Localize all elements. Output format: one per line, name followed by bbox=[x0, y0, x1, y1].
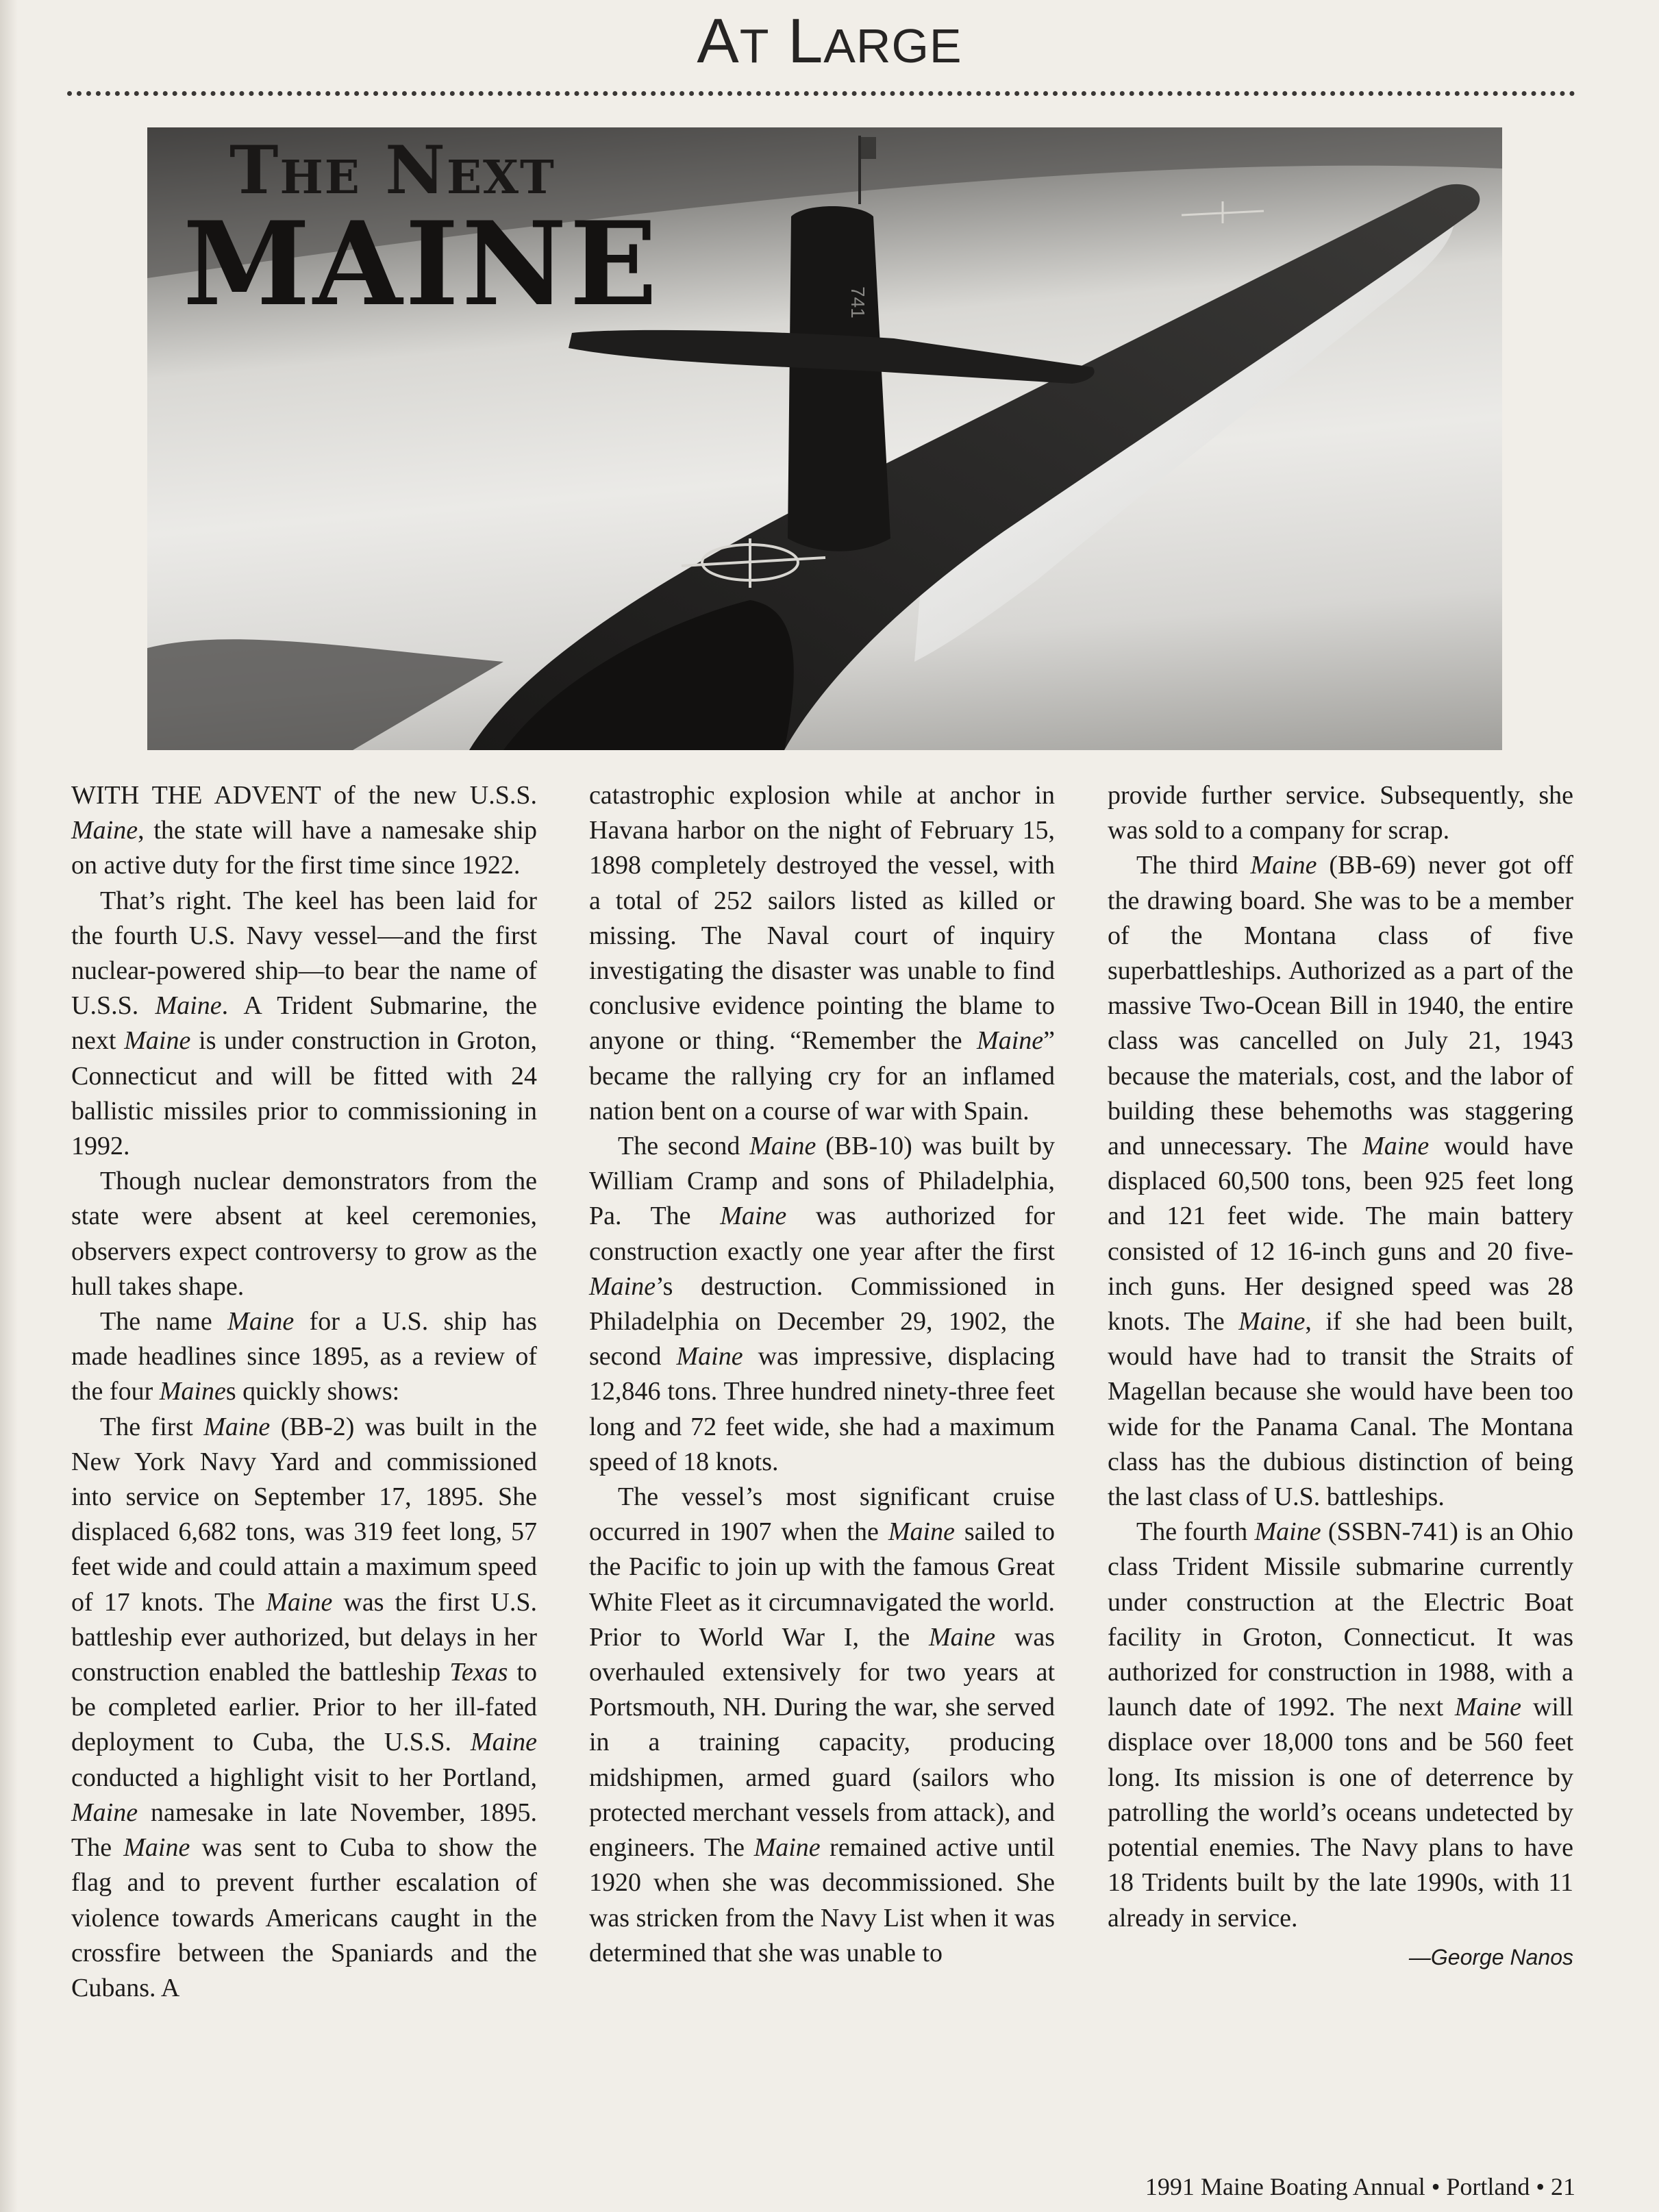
article-paragraph: WITH THE ADVENT of the new U.S.S. Maine, the state will have a namesake ship on active duty for the first time since 1922. bbox=[71, 781, 537, 880]
flag-icon bbox=[861, 137, 876, 159]
article-paragraph: provide further service. Subsequently, she was sold to a company for scrap. bbox=[1108, 781, 1573, 845]
hero-photo bbox=[147, 127, 1502, 750]
article-column-1 bbox=[71, 778, 537, 2006]
article-paragraph: The fourth Maine (SSBN-741) is an Ohio class Trident Missile submarine currently under construction at the Electric Boat facility in Groton, Connecticut. It was authorized for construction in 1988, with a launch date of 1992. The next Maine will displace over 18,000 tons and be 560 feet long. Its mission is one of deterrence by patrolling the world’s oceans undetected by potential enemies. The Navy plans to have 18 Tridents built by the late 1990s, with 11 already in service. bbox=[1108, 1517, 1573, 1933]
article-paragraph: That’s right. The keel has been laid for the fourth U.S. Navy vessel—and the first nuclear-powered ship—to bear the name of U.S.S. Maine. A Trident Submarine, the next Maine is under construction in Groton, Connecticut and will be fitted with 24 ballistic missiles prior to commissioning in 1992. bbox=[71, 886, 537, 1161]
section-header-second-rest: ARGE bbox=[823, 19, 962, 73]
dark-water-bottom-left bbox=[147, 639, 503, 750]
article-paragraph: The vessel’s most significant cruise occurred in 1907 when the Maine sailed to the Pacific to join up with the famous Great White Fleet as it circumnavigated the world. Prior to World War I, the Maine was overhauled extensively for two years at Portsmouth, NH. During the war, she served in a training capacity, producing midshipmen, armed guard (sailors who protected merchant vessels from attack), and engineers. The Maine remained active until 1920 when she was decommissioned. She was stricken from the Navy List when it was determined that she was unable to bbox=[589, 1482, 1055, 1967]
headline-title: MAINE bbox=[183, 196, 660, 332]
section-header-first: A bbox=[697, 6, 740, 76]
article-paragraph: The first Maine (BB-2) was built in the New York Navy Yard and commissioned into service on September 17, 1895. She displaced 6,682 tons, was 319 feet long, 57 feet wide and could attain a maximum speed of 17 knots. The Maine was the first U.S. battleship ever authorized, but delays in her construction enabled the battleship Texas to be completed earlier. Prior to her ill-fated deployment to Cuba, the U.S.S. Maine conducted a highlight visit to her Portland, Maine namesake in late November, 1895. The Maine was sent to Cuba to show the flag and to prevent further escalation of violence towards Americans caught in the crossfire between the Spaniards and the Cubans. A bbox=[71, 1412, 538, 2002]
stern-marking bbox=[1182, 201, 1264, 223]
article-column-2 bbox=[589, 778, 1055, 1971]
article-paragraph: Though nuclear demonstrators from the state were absent at keel ceremonies, observers expect controversy to grow as the hull takes shape. bbox=[71, 1167, 537, 1301]
author-signature: —George Nanos bbox=[1408, 1944, 1573, 1969]
article-paragraph: The second Maine (BB-10) was built by William Cramp and sons of Philadelphia, Pa. The Maine was authorized for construction exactly one year after the first Maine’s destruction. Commissioned in Philadelphia on December 29, 1902, the second Maine was impressive, displacing 12,846 tons. Three hundred ninety-three feet long and 72 feet wide, she had a maximum speed of 18 knots. bbox=[589, 1132, 1055, 1476]
headline-kicker: The Next bbox=[229, 132, 556, 209]
submarine-sail bbox=[788, 206, 890, 551]
dotted-divider bbox=[67, 91, 1575, 96]
article-paragraph: catastrophic explosion while at anchor in Havana harbor on the night of February 15, 1898 completely destroyed the vessel, with a total of 252 sailors listed as killed or missing. The Naval court of inquiry investigating the disaster was unable to find conclusive evidence pointing the blame to anyone or thing. “Remember the Maine” became the rallying cry for an inflamed nation bent on a course of war with Spain. bbox=[589, 781, 1055, 1126]
section-header bbox=[0, 7, 1659, 75]
article-paragraph: The name Maine for a U.S. ship has made headlines since 1895, as a review of the four Maines quickly shows: bbox=[71, 1307, 537, 1406]
hull-number: 741 bbox=[847, 286, 869, 319]
page-folio: 1991 Maine Boating Annual • Portland • 21 bbox=[1145, 2173, 1575, 2200]
article-paragraph: The third Maine (BB-69) never got off the drawing board. She was to be a member of the Montana class of five superbattleships. Authorized as a part of the massive Two-Ocean Bill in 1940, the entire class was cancelled on July 21, 1943 because the materials, cost, and the labor of building these behemoths was staggering and unnecessary. The Maine would have displaced 60,500 tons, been 925 feet long and 121 feet wide. The main battery consisted of 12 16-inch guns and 20 five-inch guns. Her designed speed was 28 knots. The Maine, if she had been built, would have had to transit the Straits of Magellan because she would have been too wide for the Panama Canal. The Montana class has the dubious distinction of being the last class of U.S. battleships. bbox=[1108, 851, 1573, 1512]
section-header-first-rest: T bbox=[739, 19, 770, 73]
page-gutter-shade bbox=[0, 0, 18, 2212]
article-column-3 bbox=[1108, 778, 1573, 1975]
section-header-second: L bbox=[788, 6, 824, 76]
